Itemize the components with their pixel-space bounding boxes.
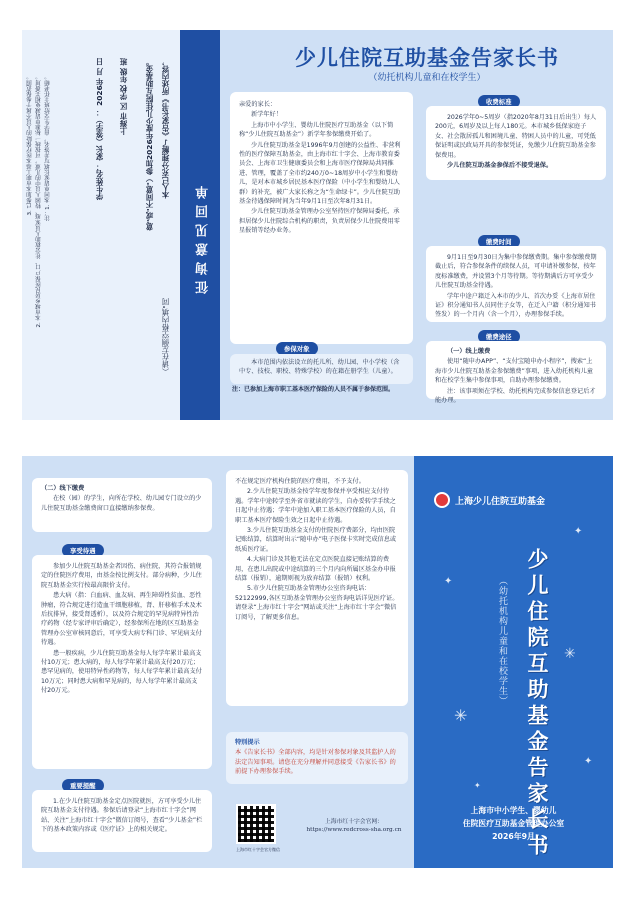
- letter-hello: 新学年好！: [251, 111, 282, 119]
- benefits-panel: [32, 555, 212, 769]
- issuer-line-2: 住院医疗互助基金管理办公室: [462, 819, 565, 828]
- slip-note-1: 注：1. 本回单请家长填写并签名，由学生交给班主任老师。: [45, 74, 51, 222]
- slip-intro-hint: （请在左侧空格内填"同: [161, 298, 170, 376]
- channel-panel: [426, 341, 606, 405]
- fee-no-refund: 少儿住院互助基金参保后不接受退保。: [447, 162, 553, 170]
- channel-tag: 缴费途径: [478, 330, 520, 343]
- red-cross-logo-icon: [434, 492, 450, 508]
- offline-panel: [32, 478, 212, 532]
- bottom-sheet: [22, 456, 613, 868]
- fee-text: 2026学年0~5周岁（指2020年8月31日后出生）每人200元，6周岁及以上每人180元。本市城乡低保家庭子女、社会散居孤儿和困境儿童、特困人员中的儿童，可凭低保证明或民政局开具的参保凭证，免缴少儿住院互助基金参保费用。: [435, 114, 597, 159]
- fee-panel: [426, 106, 606, 180]
- reminder-panel: [32, 790, 212, 852]
- rules-panel: [226, 470, 408, 706]
- online-note: 注：该事项须在学校、幼托机构完成参保信息登记后才能办理。: [435, 387, 596, 405]
- fee-tag: 收费标准: [478, 95, 520, 108]
- rules-paragraph-4: 4.大病门诊及其他无法在定点医院直接记账结算的费用，在患儿出院或中途结算的三个月内向所属区基金办申报结算（报销），逾期则视为放弃结算（报销）权利。: [235, 556, 396, 583]
- top-footnote: 注：已参加上海市职工基本医疗保险的人员不属于参保范围。: [232, 386, 395, 393]
- coverage-panel: [230, 354, 413, 384]
- sparkle-icon: ✳: [454, 706, 468, 725]
- rules-paragraph-3: 3.少儿住院互助基金支付的住院医疗费部分，均由医院记账结算，结算时出示“随申办”电子医保卡实时完成信息或纸质医疗证。: [235, 527, 397, 553]
- issuer-line-1: 上海市中小学生、婴幼儿: [470, 806, 557, 815]
- period-paragraph-2: 学年中途户籍迁入本市的少儿、首次办妥《上海市居住证》积分通知书人员同住子女等，在迁入户籍（积分通知书签发）的一个月内（含一个月），办理参保手续。: [435, 292, 596, 319]
- cover-issuer: [414, 804, 613, 843]
- slip-note-2: 2. 本市城乡居民医保户口、社会救助人员家庭、特困人员中的儿童，可按统一标准申请减免相关费用。: [36, 74, 42, 328]
- slip-intro-line: 本人已充分理解了《告家长书》所述内容，: [161, 58, 170, 199]
- reminder-text: 1.在少儿住院互助基金定点医院就医，方可享受少儿住院互助基金支付待遇。参保后请登录“上海市红十字会”网站、关注“上海市红十字会”微信订阅号，查看“少儿基金”栏下的基本政策内容或《医疗证》上的相关规定。: [41, 798, 203, 834]
- website-info: [304, 818, 404, 835]
- sparkle-icon: ✦: [574, 526, 583, 537]
- offline-text: 在校（园）的学生，向所在学校、幼儿园专门设立的少儿住院互助基金缴费窗口直接缴纳参保费。: [41, 495, 202, 512]
- sparkle-icon: ✦: [444, 576, 453, 587]
- sparkle-icon: ✳: [564, 646, 576, 662]
- benefits-tag: 享受待遇: [62, 544, 104, 557]
- feedback-title: 征询意见回单: [196, 180, 211, 294]
- online-title: （一）线上缴费: [447, 348, 491, 355]
- special-notice-text: 本《告家长书》全部内容，均是针对参保对象及其监护人的法定告知事项。请您在充分理解并同意接受《告家长书》的前提下办理参保手续。: [235, 749, 396, 776]
- cover-title: 少儿住院互助基金告家长书: [525, 548, 549, 860]
- reminder-tag: 重要提醒: [62, 779, 104, 792]
- coverage-text: 本市范围内依法设立的托儿所、幼儿园、中小学校（含中专、技校、职校、特殊学校）的在籍在册学生（儿童）。: [239, 359, 400, 376]
- benefits-paragraph-1: 参加少儿住院互助基金者因伤、病住院，其符合报销规定的住院医疗费用，由基金按比例支付。部分病种，少儿住院互助基金实行按最高限价支付。: [41, 563, 202, 589]
- offline-title: （二）线下缴费: [41, 485, 85, 492]
- letter-paragraph-1: 上海市中小学生、婴幼儿住院医疗互助基金（以下简称“少儿住院互助基金”）新学年参保缴费开始了。: [239, 121, 394, 139]
- org-logo: [434, 492, 545, 508]
- cover-subtitle: （幼托机构儿童和在校学生）: [497, 576, 507, 706]
- org-name: 上海少儿住院互助基金: [455, 496, 546, 507]
- period-panel: [426, 246, 606, 322]
- sparkle-icon: ✦: [474, 781, 481, 790]
- special-notice-title: 特别提示: [235, 739, 260, 746]
- slip-school-line[interactable]: 上海市 区 学校 年级 班: [119, 58, 128, 135]
- slip-agree-line: 意"或"不同意"）参加2026年度少儿住院互助基金。: [145, 58, 154, 231]
- letter-paragraph-2: 少儿住院互助基金是1996年9月创建的公益性、非营利性的医疗保障互助基金，由上海市红十字会、上海市教育委员会、上海市卫生健康委员会和上海市医疗保障局共同推进、管理，覆盖了全市约240万0~18周岁中小学生和婴幼儿，是对本市城乡居民基本医疗保险（中小学生和婴幼儿人群）的补充，被广大家长称之为“生命绿卡”。少儿住院互助基金待遇保障时间为当年9月1日至次年8月31日。: [239, 141, 401, 206]
- letter-greeting: 亲爱的家长：: [239, 101, 277, 108]
- rules-paragraph-0: 不在规定医疗机构住院的医疗费用，不予支付。: [235, 478, 365, 485]
- website-url[interactable]: https://www.redcross-sha.org.cn: [306, 827, 402, 834]
- qr-caption: 上海市红十字会官方微信: [236, 847, 280, 852]
- letter-paragraph-3: 少儿住院互助基金管理办公室坚持医疗保障局委托，承担居保少儿住院综合机构的职责，负责居保少儿住院费用零星报销等经办业务。: [239, 208, 400, 235]
- benefits-paragraph-2: 患大病（指：白血病、血友病、再生障碍性贫血、恶性肿瘤，符合规定进行造血干细胞移植，肾、肝移植手术及术后抗排异，接受肾透析），以及符合规定的罕见病特异性治疗药物（经专家评审后确定），经参保所在地的区互助基金管理办公室审核同意后，可享受大病专科门诊、罕见病支付待遇。: [41, 592, 202, 647]
- sparkle-icon: ✦: [584, 756, 593, 767]
- qr-code[interactable]: [236, 804, 276, 844]
- coverage-tag: 参保对象: [276, 342, 318, 355]
- special-notice-panel: [226, 732, 408, 784]
- slip-note-3: 3. 已参加本市职工基本医疗保险的人员不属于参保范围。: [27, 74, 33, 216]
- website-label: 上海市红十字会官网：: [325, 819, 383, 825]
- top-sheet: [22, 30, 613, 420]
- page-subtitle: （幼托机构儿童和在校学生）: [368, 73, 486, 83]
- rules-paragraph-5: 5.市少儿住院互助基金管理办公室咨询电话：52122999,各区互助基金管理办公室咨询电话详见医疗证。请登录“上海市红十字会”网站或关注“上海市红十字会”微信订阅号，了解更多信息。: [235, 585, 399, 621]
- period-paragraph-1: 9月1日至9月30日为集中参保缴费期。集中参保缴费期截止后，符合参保条件的续保人员，可申请补缴参保，按年度标准缴费，并设置3个月等待期。等待期满后方可享受少儿住院互助基金待遇。: [435, 254, 597, 290]
- issue-date: 2026年9月: [492, 832, 535, 841]
- slip-signature-line[interactable]: 学生姓名： 家长（签字）： 2026年 月 日: [95, 58, 104, 200]
- letter-panel: [230, 92, 413, 344]
- rules-paragraph-2: 2.少儿住院互助基金按学年度参保并享受相应支付待遇。学年中途转学至外省市就读的学生，自办妥转学手续之日起中止待遇；学年中途加入职工基本医疗保险的人员，自职工基本医疗保险生效之日起中止待遇。: [235, 488, 396, 524]
- benefits-paragraph-3: 患一般疾病，少儿住院互助基金每人每学年累计最高支付10万元；患大病的，每人每学年累计最高支付20万元；患罕见病的，使用特异性药物等，每人每学年累计最高支付10万元；同时患大病和罕见病的，每人每学年累计最高支付20万元。: [41, 649, 202, 695]
- page-title: 少儿住院互助基金告家长书: [295, 46, 559, 70]
- online-text: 使用“随申办APP”、“支付宝随申办小程序”，搜索“上海市少儿住院互助基金参保缴费”事项，进入幼托机构儿童和在校学生集中参保事项，自助办理参保缴费。: [435, 358, 593, 385]
- brochure-cover: [414, 456, 613, 868]
- period-tag: 缴费时间: [478, 235, 520, 248]
